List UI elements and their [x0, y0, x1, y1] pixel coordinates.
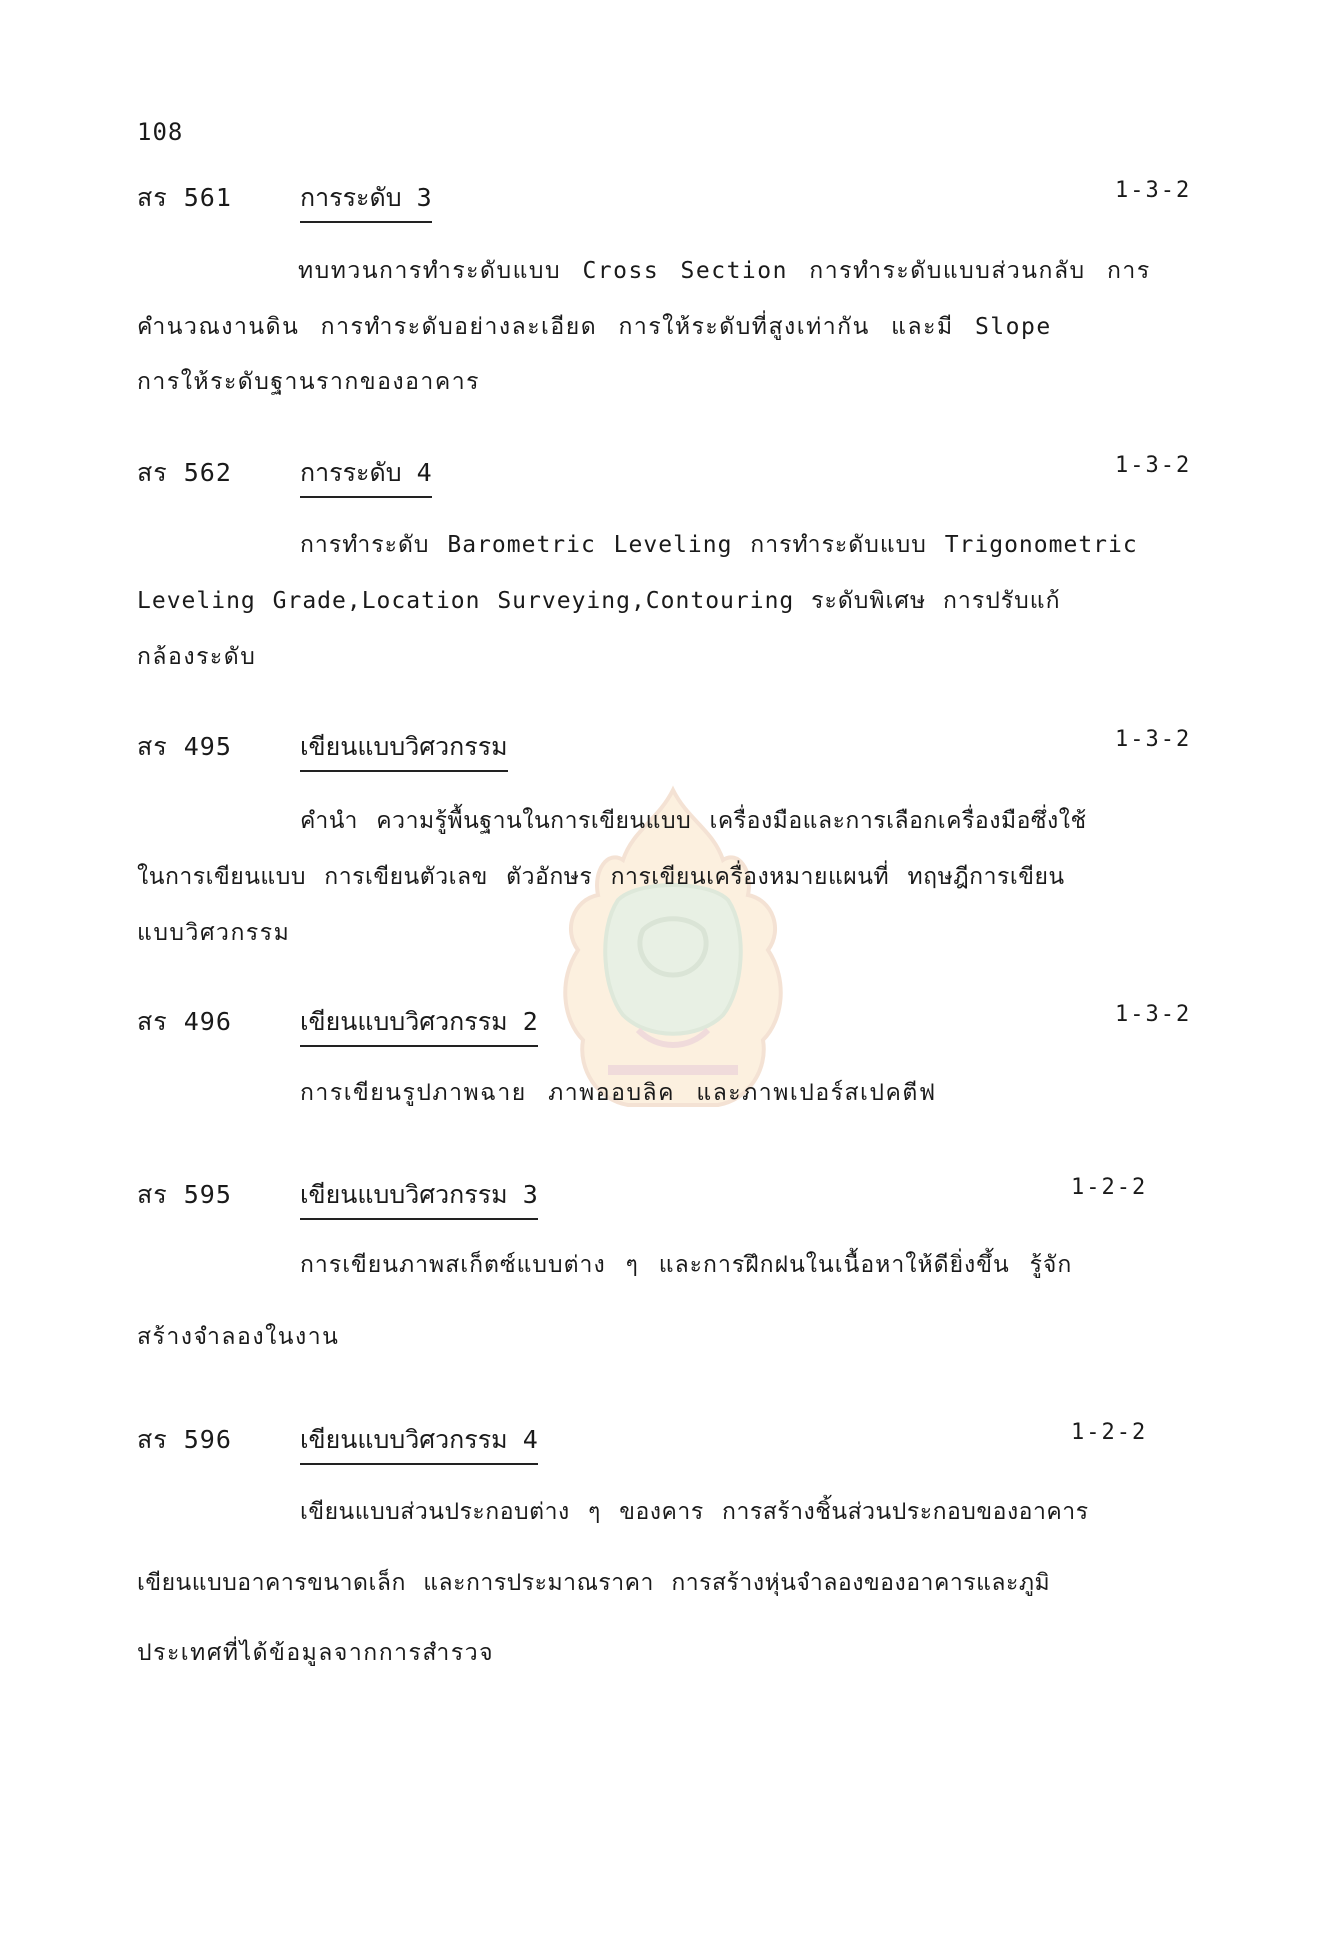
description-line: คำนวณงานดิน การทำระดับอย่างละเอียด การให้ระดับที่สูงเท่ากัน และมี Slope: [137, 314, 1052, 340]
course-header: [137, 1420, 1217, 1456]
course-code: สร 562: [137, 458, 232, 487]
description-line: เขียนแบบส่วนประกอบต่าง ๆ ของคาร การสร้างชิ้นส่วนประกอบของอาคาร: [300, 1499, 1089, 1525]
course-credits: 1-2-2: [1071, 1175, 1148, 1200]
course-entry: [137, 727, 1217, 957]
description-line: ประเทศที่ได้ข้อมูลจากการสำรวจ: [137, 1640, 495, 1666]
course-credits: 1-3-2: [1115, 453, 1192, 478]
course-title: การระดับ 4: [300, 453, 432, 498]
course-header: [137, 1175, 1217, 1211]
description-line: Leveling Grade,Location Surveying,Contouring ระดับพิเศษ การปรับแก้: [137, 588, 1061, 614]
description-line: แบบวิศวกรรม: [137, 920, 291, 946]
description-line: ทบทวนการทำระดับแบบ Cross Section การทำระดับแบบส่วนกลับ การ: [298, 258, 1151, 284]
description-line: การเขียนรูปภาพฉาย ภาพออบลิค และภาพเปอร์สเปคตีฟ: [300, 1080, 937, 1106]
course-header: [137, 178, 1217, 214]
course-entry: [137, 453, 1217, 683]
course-title: เขียนแบบวิศวกรรม 3: [300, 1175, 538, 1220]
description-line: กล้องระดับ: [137, 644, 257, 670]
course-title: เขียนแบบวิศวกรรม 2: [300, 1002, 538, 1047]
course-header: [137, 727, 1217, 763]
description-line: การเขียนภาพสเก็ตซ์แบบต่าง ๆ และการฝึกฝนในเนื้อหาให้ดียิ่งขึ้น รู้จัก: [300, 1252, 1073, 1278]
course-entry: [137, 1175, 1217, 1365]
course-code: สร 596: [137, 1425, 232, 1454]
course-title: การระดับ 3: [300, 178, 432, 223]
course-code: สร 595: [137, 1180, 232, 1209]
course-entry: [137, 1420, 1217, 1680]
course-credits: 1-2-2: [1071, 1420, 1148, 1445]
course-code: สร 495: [137, 732, 232, 761]
course-credits: 1-3-2: [1115, 727, 1192, 752]
description-line: คำนำ ความรู้พื้นฐานในการเขียนแบบ เครื่องมือและการเลือกเครื่องมือซึ่งใช้: [300, 808, 1087, 834]
course-title: เขียนแบบวิศวกรรม: [300, 727, 508, 772]
course-code: สร 496: [137, 1007, 232, 1036]
course-code: สร 561: [137, 183, 232, 212]
course-entry: [137, 178, 1217, 408]
course-header: [137, 1002, 1217, 1038]
course-title: เขียนแบบวิศวกรรม 4: [300, 1420, 538, 1465]
description-line: ในการเขียนแบบ การเขียนตัวเลข ตัวอักษร การเขียนเครื่องหมายแผนที่ ทฤษฎีการเขียน: [137, 864, 1065, 890]
course-credits: 1-3-2: [1115, 1002, 1192, 1027]
description-line: เขียนแบบอาคารขนาดเล็ก และการประมาณราคา การสร้างหุ่นจำลองของอาคารและภูมิ: [137, 1570, 1051, 1596]
course-entry: [137, 1002, 1217, 1132]
course-credits: 1-3-2: [1115, 178, 1192, 203]
description-line: การทำระดับ Barometric Leveling การทำระดับแบบ Trigonometric: [300, 532, 1138, 558]
page-number: 108: [137, 118, 184, 146]
description-line: การให้ระดับฐานรากของอาคาร: [137, 369, 481, 395]
course-header: [137, 453, 1217, 489]
description-line: สร้างจำลองในงาน: [137, 1324, 340, 1350]
